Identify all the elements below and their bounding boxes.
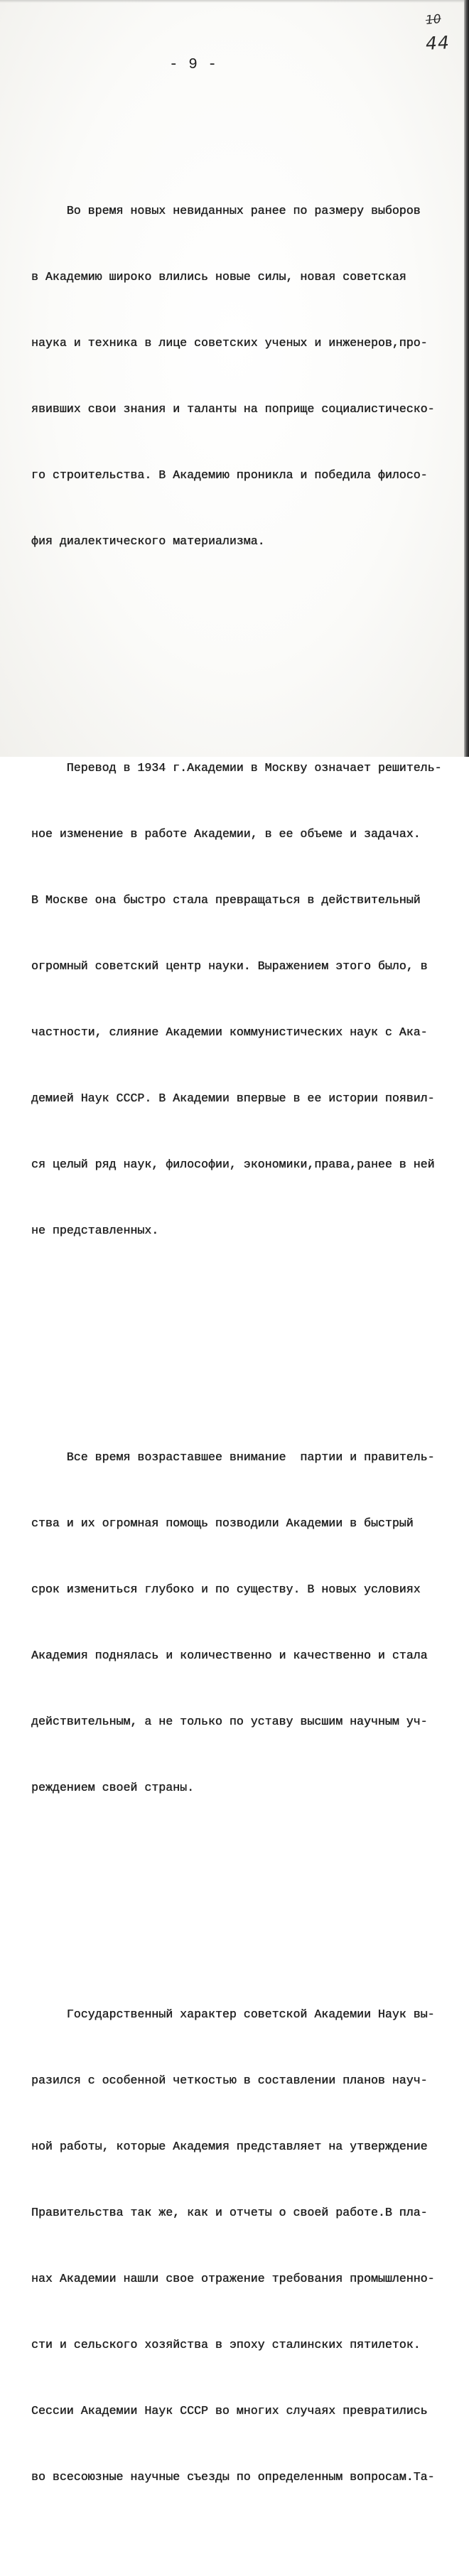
archive-number-crossed: 10	[425, 11, 442, 28]
text-line: не представленных.	[31, 1224, 159, 1237]
text-line: реждением своей страны.	[31, 1781, 195, 1794]
text-line: Перевод в 1934 г.Академии в Москву означает решитель-	[31, 761, 442, 775]
text-line: наука и техника в лице советских ученых и инженеров,про-	[31, 336, 428, 350]
paragraph-gap	[31, 1887, 458, 1893]
text-line: В Москве она быстро стала превращаться в действительный	[31, 893, 421, 907]
text-line: во всесоюзные научные съезды по определенным вопросам.Та-	[31, 2470, 435, 2484]
text-line: нах Академии нашли свое отражение требования промышленно-	[31, 2272, 435, 2285]
page-number: - 9 -	[169, 57, 218, 73]
text-line: го строительства. В Академию проникла и победила филосо-	[31, 468, 428, 482]
paragraph-4	[31, 1959, 458, 2532]
paragraph-2	[31, 713, 458, 1286]
text-line: частности, слияние Академии коммунистических наук с Ака-	[31, 1025, 428, 1039]
text-line: срок измениться глубоко и по существу. В новых условиях	[31, 1583, 421, 1596]
text-line: ства и их огромная помощь позводили Академии в быстрый	[31, 1516, 414, 1530]
archive-number-current: 44	[425, 32, 451, 54]
text-line: фия диалектического материализма.	[31, 534, 265, 548]
text-line: Правительства так же, как и отчеты о своей работе.В пла-	[31, 2206, 428, 2219]
text-line: в Академию широко влились новые силы, новая советская	[31, 270, 406, 284]
text-line: Сессии Академии Наук СССР во многих случаях превратились	[31, 2404, 428, 2418]
paragraph-gap	[31, 640, 458, 647]
scan-top-shadow	[0, 0, 469, 3]
text-line: явивших свои знания и таланты на поприще социалистическо-	[31, 402, 435, 416]
text-line: сти и сельского хозяйства в эпоху сталинских пятилеток.	[31, 2338, 421, 2351]
text-line: ной работы, которые Академия представляет на утверждение	[31, 2140, 428, 2153]
paragraph-gap	[31, 1330, 458, 1336]
text-line: Все время возраставшее внимание партии и правитель-	[31, 1450, 435, 1464]
text-line: демией Наук СССР. В Академии впервые в ее истории появил-	[31, 1092, 435, 1105]
body-text	[31, 90, 458, 2576]
text-line: Государственный характер советской Академии Наук вы-	[31, 2008, 435, 2021]
text-line: разился с особенной четкостью в составлении планов науч-	[31, 2074, 428, 2087]
paragraph-3	[31, 1402, 458, 1843]
text-line: Академия поднялась и количественно и качественно и стала	[31, 1649, 428, 1662]
text-line: Во время новых невиданных ранее по размеру выборов	[31, 204, 421, 217]
text-line: действительным, а не только по уставу высшим научным уч-	[31, 1715, 428, 1728]
text-line: ся целый ряд наук, философии, экономики,права,ранее в ней	[31, 1158, 435, 1171]
paragraph-1	[31, 156, 458, 596]
text-line: ное изменение в работе Академии, в ее объеме и задачах.	[31, 827, 421, 841]
scan-edge-shadow	[464, 0, 469, 757]
text-line: огромный советский центр науки. Выражением этого было, в	[31, 959, 428, 973]
